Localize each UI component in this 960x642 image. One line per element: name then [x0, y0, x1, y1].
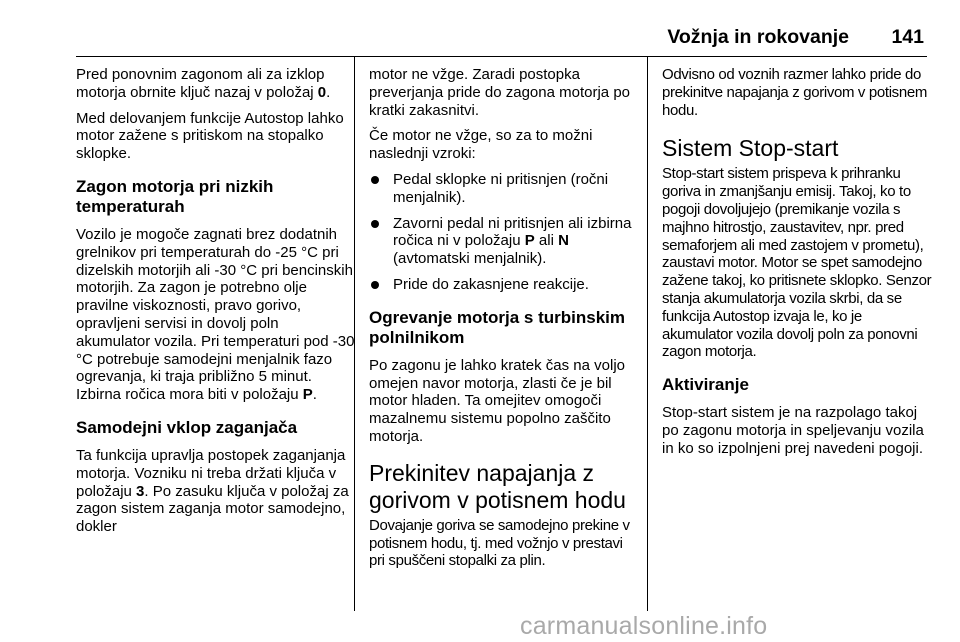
paragraph-auto-starter: Ta funkcija upravlja postopek zaganjanja motorja. Vozniku ni treba držati ključa v položaju 3. Po zasuku ključa v položaj za zagon sistem zaganja motor samodejno, dokler: [76, 446, 349, 536]
list-item: Pedal sklopke ni pritisnjen (ročni menjalnik).: [369, 171, 637, 207]
paragraph-fuel-cutoff-cont: Odvisno od voznih razmer lahko pride do prekinitve napajanja z gorivom v potisnem hodu.: [662, 66, 927, 119]
paragraph-possible-causes: Če motor ne vžge, so za to možni naslednji vzroki:: [369, 127, 593, 163]
heading-activation: Aktiviranje: [662, 375, 749, 395]
heading-stop-start: Sistem Stop-start: [662, 135, 839, 162]
heading-auto-starter: Samodejni vklop zaganjača: [76, 417, 298, 437]
heading-fuel-cutoff: Prekinitev napajanja z gorivom v potisnem hodu: [369, 459, 626, 513]
watermark-text: carmanualsonline.info: [520, 612, 768, 640]
text-column-3: [662, 66, 932, 466]
bullet-icon: [371, 176, 379, 184]
text-column-2: [369, 66, 637, 578]
bullet-icon: [371, 281, 379, 289]
column-divider-2: [647, 56, 648, 611]
page-number: 141: [891, 26, 924, 48]
paragraph-key-position: Pred ponovnim zagonom ali za izklop motorja obrnite ključ nazaj v položaj 0.: [76, 66, 331, 101]
paragraph-start-delay: motor ne vžge. Zaradi postopka preverjanja pride do zagona motorja po kratki zakasnitvi.: [369, 66, 630, 119]
page-header-title: Vožnja in rokovanje: [667, 26, 849, 48]
paragraph-stop-start: Stop-start sistem prispeva k prihranku goriva in zmanjšanju emisij. Takoj, ko to pogoji dovoljujejo (premikanje vozila s majhno hitrostjo, zaustavitev, npr. pred semaforjem ali med zastojem v prometu), zaustavi motor. Motor se spet samodejno zažene takoj, ko pritisnete sklopko. Senzor stanja akumulatorja vozila skrbi, da se funkcija Autostop izvaja le, ko je akumulator vozila dovolj poln za ponovni zagon motorja.: [662, 165, 932, 361]
heading-cold-start: Zagon motorja pri nizkih temperaturah: [76, 176, 274, 216]
paragraph-fuel-cutoff: Dovajanje goriva se samodejno prekine v potisnem hodu, tj. med vožnjo v prestavi pri spuščeni stopalki za plin.: [369, 516, 630, 570]
heading-turbo-warmup: Ogrevanje motorja s turbinskim polnilnikom: [369, 307, 626, 347]
paragraph-autostop-clutch: Med delovanjem funkcije Autostop lahko motor zažene s pritiskom na stopalko sklopke.: [76, 109, 344, 163]
paragraph-cold-start: Vozilo je mogoče zagnati brez dodatnih grelnikov pri temperaturah do -25 °C pri dizelskih motorjih ali -30 °C pri bencinskih motorjih. Za zagon je potrebno olje pravilne viskoznosti, pravo gorivo, opravljeni servisi in dovolj poln akumulator vozila. Pri temperaturi pod -30 °C potrebuje samodejni menjalnik fazo ogrevanja, ki traja približno 5 minut. Izbirna ročica mora biti v položaju P.: [76, 225, 355, 404]
bullet-icon: [371, 220, 379, 228]
causes-list: [369, 171, 637, 294]
text-column-1: [76, 66, 355, 544]
paragraph-activation: Stop-start sistem je na razpolago takoj po zagonu motorja in speljevanju vozila in ko so izpolnjeni prej navedeni pogoji.: [662, 404, 924, 457]
paragraph-turbo-warmup: Po zagonu je lahko kratek čas na voljo omejen navor motorja, zlasti če je bil motor hladen. Ta omejitev omogoči mazalnemu sistemu popolno zaščito motorja.: [369, 356, 625, 445]
list-item: Pride do zakasnjene reakcije.: [369, 276, 637, 294]
list-item: Zavorni pedal ni pritisnjen ali izbirna ročica ni v položaju P ali N (avtomatski menjalnik).: [369, 215, 637, 268]
page-header: [76, 22, 927, 57]
